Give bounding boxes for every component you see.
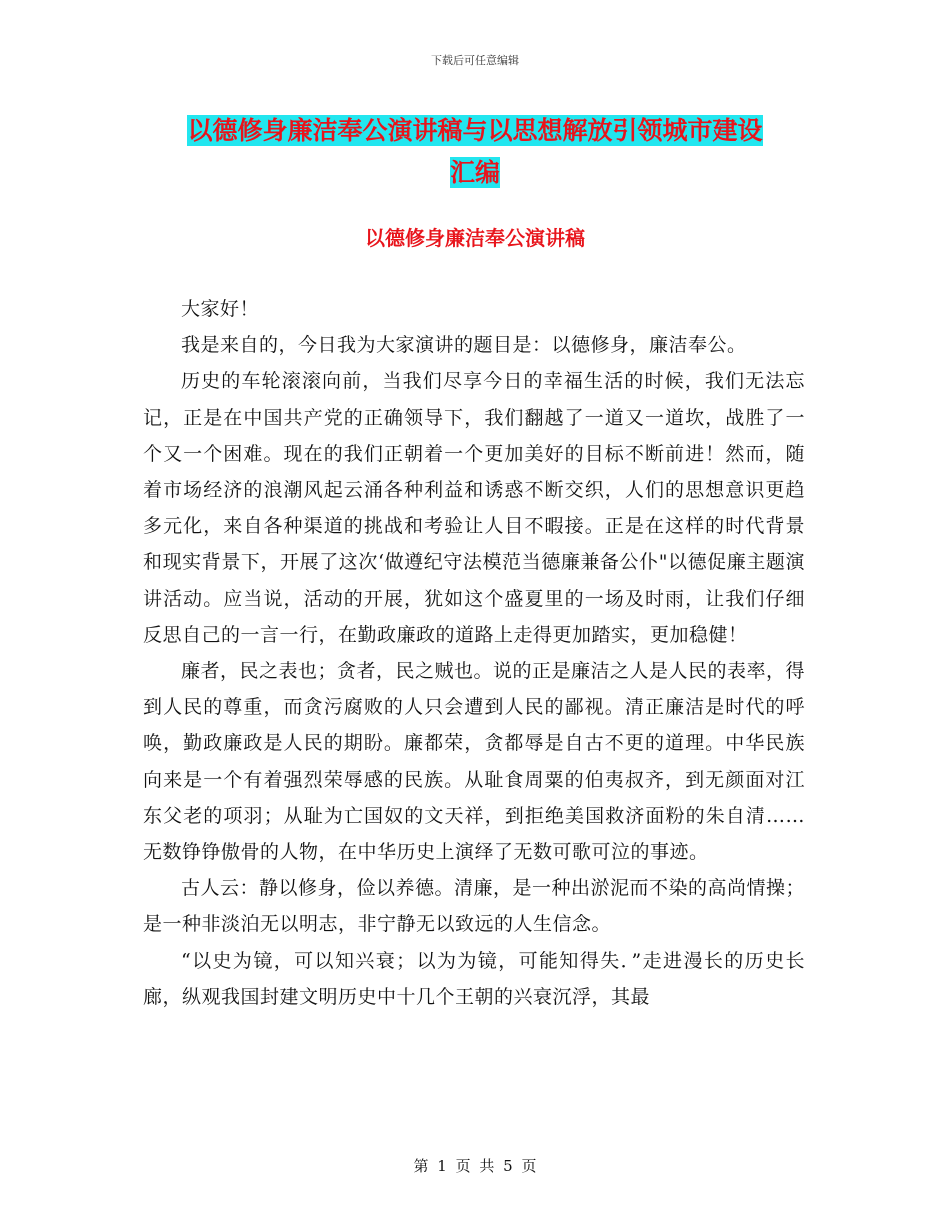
title-line-2: 汇编 xyxy=(449,158,500,187)
paragraph-ancients: 古人云：静以修身，俭以养德。清廉，是一种出淤泥而不染的高尚情操；是一种非淡泊无以明志，非宁静无以致远的人生信念。 xyxy=(143,877,806,936)
paragraph-integrity: 廉者，民之表也；贪者，民之贼也。说的正是廉洁之人是人民的表率，得到人民的尊重，而贪污腐败的人只会遭到人民的鄙视。清正廉洁是时代的呼唤，勤政廉政是人民的期盼。廉都荣，贪都辱是自古不更的道理。中华民族向来是一个有着强烈荣辱感的民族。从耻食周粟的伯夷叔齐，到无颜面对江东父老的项羽；从耻为亡国奴的文天祥，到拒绝美国救济面粉的朱自清……无数铮铮傲骨的人物，在中华历史上演绎了无数可歌可泣的事迹。 xyxy=(143,660,806,864)
document-body xyxy=(143,291,805,1015)
paragraph-history: 历史的车轮滚滚向前，当我们尽享今日的幸福生活的时候，我们无法忘记，正是在中国共产党的正确领导下，我们翻越了一道又一道坎，战胜了一个又一个困难。现在的我们正朝着一个更加美好的目标不断前进！然而，随着市场经济的浪潮风起云涌各种利益和诱惑不断交织，人们的思想意识更趋多元化，来自各种渠道的挑战和考验让人目不暇接。正是在这样的时代背景和现实背景下，开展了这次‘做遵纪守法模范当德廉兼备公仆"以德促廉主题演讲活动。应当说，活动的开展，犹如这个盛夏里的一场及时雨，让我们仔细反思自己的一言一行，在勤政廉政的道路上走得更加踏实，更加稳健！ xyxy=(143,370,805,646)
document-title xyxy=(140,110,810,194)
paragraph-greeting: 大家好！ xyxy=(181,298,260,320)
section-title: 以德修身廉洁奉公演讲稿 xyxy=(365,226,585,250)
paragraph-history-mirror: “以史为镜，可以知兴衰；以为为镜，可能知得失．”走进漫长的历史长廊，纵观我国封建文明历史中十几个王朝的兴衰沉浮，其最 xyxy=(143,949,805,1008)
header-note: 下载后可任意编辑 xyxy=(431,54,519,67)
title-line-1: 以德修身廉洁奉公演讲稿与以思想解放引领城市建设 xyxy=(187,116,763,145)
paragraph-intro: 我是来自的，今日我为大家演讲的题目是：以德修身，廉洁奉公。 xyxy=(181,334,747,357)
page-number-footer: 第 1 页 共 5 页 xyxy=(413,1157,537,1175)
